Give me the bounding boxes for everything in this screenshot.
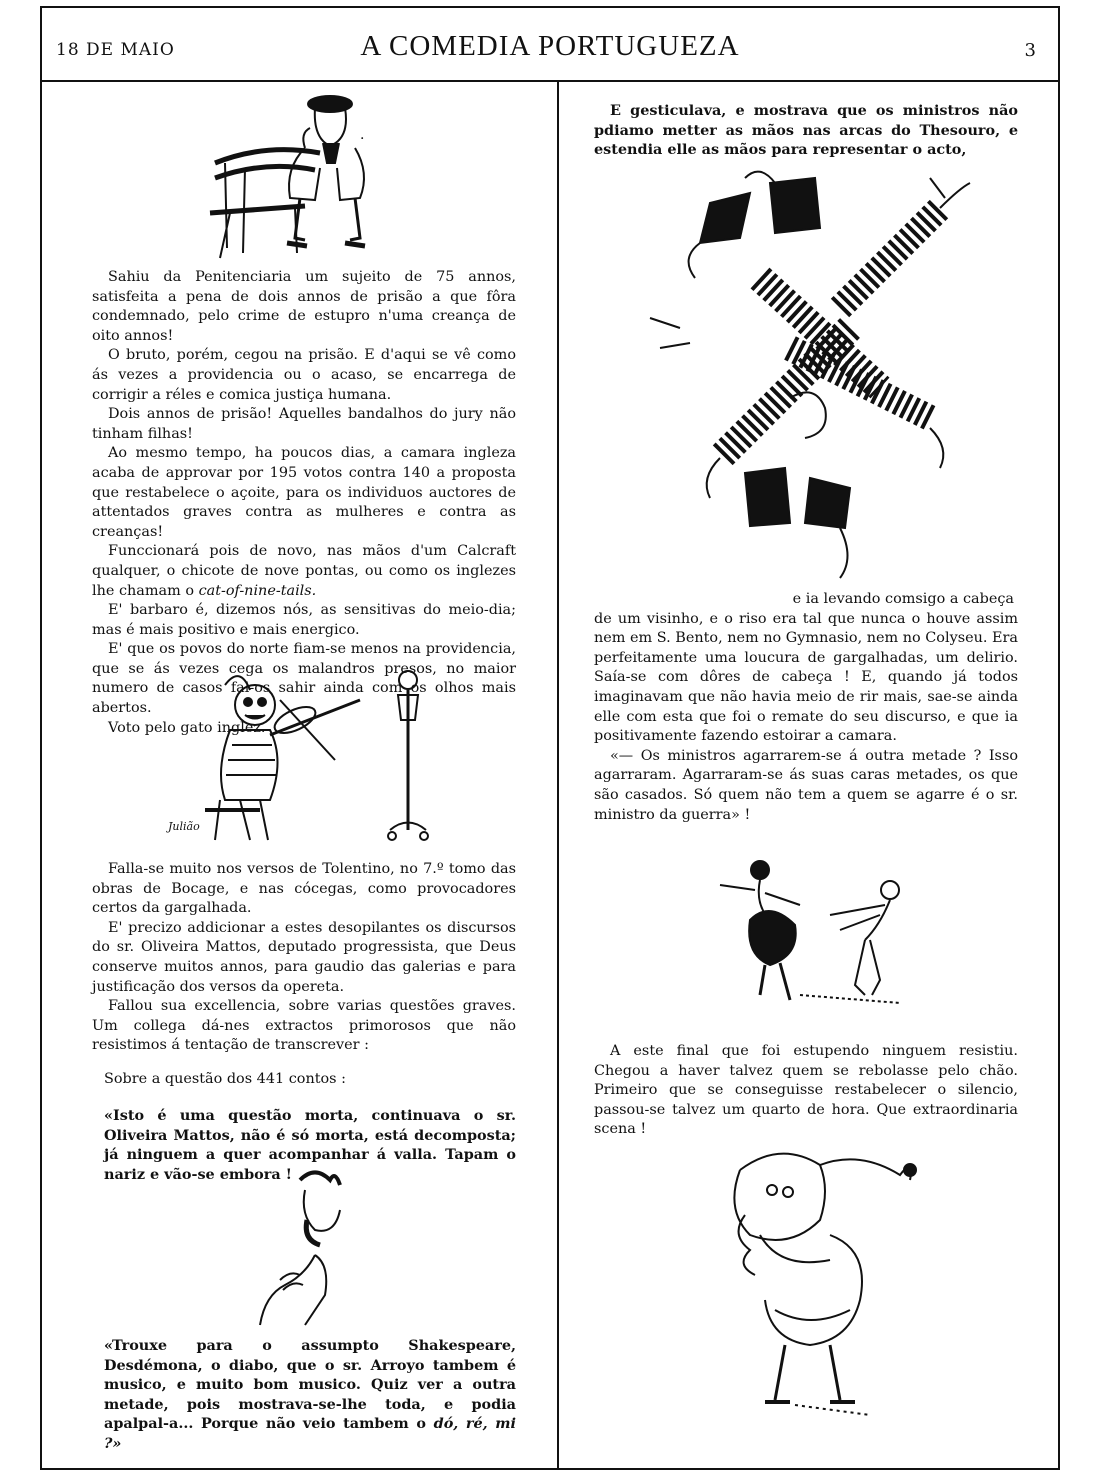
quote-text: «Trouxe para o assumpto Shakespeare, Desdémona, o diabo, que o sr. Arroyo tambem é musico, e muito bom musico. Quiz ver a outra metade, pois mostrava-se-lhe toda, e podia apalpal-a... Porque não veio tambem o bbox=[104, 1337, 516, 1433]
paragraph: Dois annos de prisão! Aquelles bandalhos do jury não tinham filhas! bbox=[92, 406, 516, 442]
page-header bbox=[40, 6, 1060, 82]
paragraph: Sobre a questão dos 441 contos : bbox=[104, 1071, 346, 1087]
paragraph: Fallou sua excellencia, sobre varias questões graves. Um collega dá-nes extractos primorosos que não resistimos á tentação de transcrever : bbox=[92, 998, 516, 1054]
paragraph: Sahiu da Penitenciaria um sujeito de 75 annos, satisfeita a pena de dois annos de prisão a que fôra condemnado, pelo crime de estupro n'uma creança de oito annos! bbox=[92, 269, 516, 344]
masthead-title: A COMEDIA PORTUGUEZA bbox=[360, 30, 740, 62]
svg-text:·: · bbox=[360, 131, 365, 147]
artist-signature: Julião bbox=[168, 820, 200, 833]
paragraph: «— Os ministros agarrarem-se á outra metade ? Isso agarraram. Agarraram-se ás suas caras metades, os que são casados. Só quem não tem a quem se agarre é o sr. ministro da guerra» ! bbox=[594, 747, 1018, 823]
column-divider bbox=[557, 82, 559, 1468]
issue-date: 18 DE MAIO bbox=[56, 40, 175, 60]
right-text-block-3 bbox=[594, 1042, 1018, 1140]
right-text-block-2 bbox=[594, 590, 1018, 825]
paragraph: A este final que foi estupendo ninguem resistiu. Chegou a haver talvez quem se rebolasse pelo chão. Primeiro que se conseguisse restabelecer o silencio, passou-se talvez um quarto de hora. Que extraordinaria scena ! bbox=[594, 1043, 1018, 1138]
paragraph-text: Funccionará pois de novo, nas mãos d'um Calcraft qualquer, o chicote de nove pontas, ou como os inglezes lhe chamam o bbox=[92, 543, 516, 599]
illustration-crossed-arms bbox=[640, 158, 980, 583]
right-text-block-1 bbox=[594, 101, 1018, 160]
quote-paragraph: «Isto é uma questão morta, continuava o sr. Oliveira Mattos, não é só morta, está decomposta; já ninguem a quer acompanhar á valla. Tapam o nariz e vão-se embora ! bbox=[104, 1107, 516, 1183]
paragraph: E' precizo addicionar a estes desopilantes os discursos do sr. Oliveira Mattos, deputado progressista, que Deus conserve muitos annos, para gaudio das galerias e para justificação dos versos da opereta. bbox=[92, 919, 516, 995]
paragraph: Voto pelo gato inglez. bbox=[108, 719, 266, 736]
emphasis-text: cat-of-nine-tails. bbox=[198, 582, 317, 599]
quote-paragraph bbox=[104, 1336, 516, 1454]
page-number: 3 bbox=[1024, 40, 1036, 61]
paragraph: E' barbaro é, dizemos nós, as sensitivas do meio-dia; mas é mais positivo e mais energico. bbox=[92, 602, 516, 638]
illustration-hooded-gnome bbox=[700, 1140, 940, 1425]
left-text-question bbox=[104, 1070, 516, 1090]
paragraph: E' que os povos do norte fiam-se menos na providencia, que se ás vezes cega os malandros presos, no maior numero de casos fal-os sahir ainda com os olhos mais abertos. bbox=[92, 641, 516, 717]
paragraph: Falla-se muito nos versos de Tolentino, no 7.º tomo das obras de Bocage, e nas cócegas, como provocadores certos da gargalhada. bbox=[92, 861, 516, 917]
illustration-old-man-on-bench bbox=[205, 88, 390, 263]
emphasis-text: dó, ré, mi ?» bbox=[104, 1415, 517, 1452]
paragraph: de um visinho, e o riso era tal que nunca o houve assim nem em S. Bento, nem no Gymnasio, nem no Colyseu. Era perfeitamente uma loucura de gargalhadas, um delirio. Saía-se com dôres de cabeça ! E, quando já todos imaginavam que não havia meio de rir mais, sae-se ainda elle com esta que foi o remate do seu discurso, e que ia positivamente fazendo estoirar a camara. bbox=[594, 610, 1018, 745]
paragraph: Ao mesmo tempo, ha poucos dias, a camara ingleza acaba de approvar por 195 votos contra 140 a proposta que restabelece o açoite, para os individuos auctores de attentados graves contra as mulheres e contra as creanças! bbox=[92, 445, 516, 540]
paragraph: O bruto, porém, cegou na prisão. E d'aqui se vê como ás vezes a providencia ou o acaso, se encarrega de corrigir a réles e comica justiça humana. bbox=[92, 347, 516, 403]
illustration-dancing-couple bbox=[700, 845, 930, 1010]
illustration-cat-violinist bbox=[160, 660, 460, 850]
paragraph: E gesticulava, e mostrava que os ministros não pdiamo metter as mãos nas arcas do Thesouro, e estendia elle as mãos para representar o acto, bbox=[594, 102, 1018, 159]
left-quote-2 bbox=[104, 1336, 516, 1454]
illustration-deputy-holding-nose bbox=[245, 1165, 385, 1330]
paragraph bbox=[92, 542, 516, 601]
left-text-block-2 bbox=[92, 860, 516, 1056]
paragraph-lead: e ia levando comsigo a cabeça bbox=[792, 591, 1014, 607]
